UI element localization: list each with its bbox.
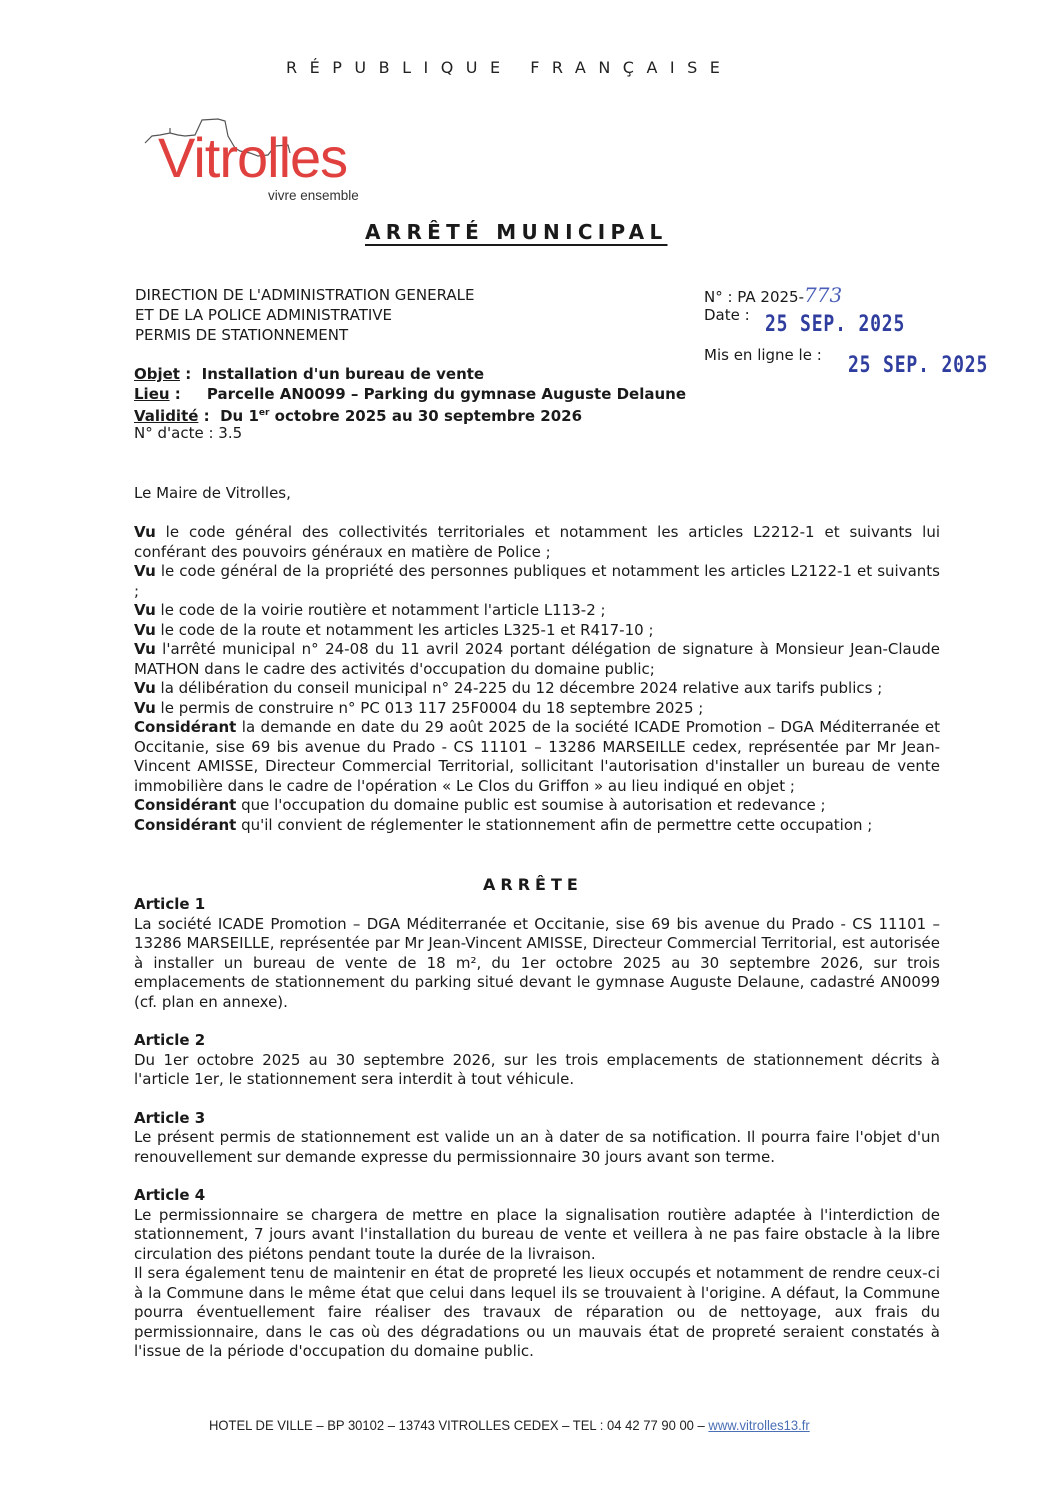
acte-number: N° d'acte : 3.5 — [134, 424, 243, 442]
online-stamp: 25 SEP. 2025 — [848, 353, 989, 378]
opening-line: Le Maire de Vitrolles, — [134, 484, 291, 502]
preamble-item — [134, 816, 940, 836]
lieu-value: Parcelle AN0099 – Parking du gymnase Auguste Delaune — [206, 385, 687, 403]
preamble-text: le code général des collectivités territoriales et notamment les articles L2212-1 et suivants lui conférant des pouvoirs généraux en matière de Police ; — [134, 523, 940, 561]
date-stamp: 25 SEP. 2025 — [765, 312, 906, 337]
articles — [134, 895, 940, 1362]
preamble-items — [134, 523, 940, 835]
footer-address: HOTEL DE VILLE – BP 30102 – 13743 VITROLLES CEDEX – TEL : 04 42 77 90 00 – — [209, 1417, 709, 1433]
vitrolles-logo — [140, 108, 410, 208]
objet-value: Installation d'un bureau de vente — [201, 365, 485, 383]
preamble-text: la demande en date du 29 août 2025 de la société ICADE Promotion – DGA Méditerranée et Occitanie, sise 69 bis avenue du Prado - CS 11101 – 13286 MARSEILLE cedex, représentée par Mr Jean-Vincent AMISSE, Directeur Commercial Territorial, sollicitant l'autorisation d'installer un bureau de vente immobilière dans le cadre de l'opération « Le Clos du Griffon » au lieu indiqué en objet ; — [134, 718, 940, 795]
article — [134, 1031, 940, 1090]
article-paragraph: Le présent permis de stationnement est valide un an à dater de sa notification. Il pourra faire l'objet d'un renouvellement sur demande expresse du permissionnaire 30 jours avant son terme. — [134, 1128, 940, 1166]
preamble-item — [134, 523, 940, 562]
act-number-label: N° : PA 2025- — [704, 288, 805, 306]
service-block — [135, 285, 475, 345]
preamble-keyword: Vu — [134, 523, 156, 541]
article-title: Article 1 — [134, 895, 206, 913]
article-paragraph: Il sera également tenu de maintenir en état de propreté les lieux occupés et notamment de rendre ceux-ci à la Commune dans le même état que celui dans lequel ils se trouvaient à l'origine. A défaut, la Commune pourra éventuellement faire réaliser des travaux de réparation ou de nettoyage, aux frais du permissionnaire, dans le cas où des dégradations ou un mauvais état de propreté seraient constatés à l'issue de la période d'occupation du domaine public. — [134, 1264, 940, 1360]
service-line: ET DE LA POLICE ADMINISTRATIVE — [135, 306, 393, 324]
article — [134, 1109, 940, 1168]
objet-row: Objet : Installation d'un bureau de vente — [134, 365, 485, 383]
preamble-item — [134, 796, 940, 816]
article-title: Article 4 — [134, 1186, 206, 1204]
date-label: Date : — [704, 306, 750, 324]
republique-francaise-header: RÉPUBLIQUE FRANÇAISE — [286, 58, 733, 77]
preamble-item — [134, 562, 940, 601]
article — [134, 1186, 940, 1362]
logo-tagline: vivre ensemble — [268, 188, 359, 203]
preamble-item — [134, 621, 940, 641]
preamble-item — [134, 679, 940, 699]
preamble-text: le code général de la propriété des personnes publiques et notamment les articles L2122-1 et suivants ; — [134, 562, 940, 600]
preamble-keyword: Vu — [134, 620, 156, 639]
preamble-item — [134, 699, 940, 719]
article-title: Article 3 — [134, 1108, 206, 1127]
preamble-item — [134, 601, 940, 621]
footer — [209, 1417, 810, 1433]
preamble-text: qu'il convient de réglementer le stationnement afin de permettre cette occupation ; — [236, 815, 873, 834]
preamble-text: le permis de construire n° PC 013 117 25F0004 du 18 septembre 2025 ; — [155, 698, 704, 717]
online-label: Mis en ligne le : — [704, 346, 822, 364]
objet-label: Objet — [134, 365, 180, 383]
article-title: Article 2 — [134, 1031, 206, 1049]
article — [134, 895, 940, 1012]
preamble-text: le code de la route et notamment les articles L325-1 et R417-10 ; — [155, 620, 654, 639]
preamble-text: que l'occupation du domaine public est soumise à autorisation et redevance ; — [236, 796, 826, 814]
preamble-keyword: Considérant — [134, 718, 237, 736]
preamble-text: le code de la voirie routière et notamment l'article L113-2 ; — [155, 601, 606, 619]
article-paragraph: Le permissionnaire se chargera de mettre en place la signalisation routière adaptée à l'interdiction de stationnement, 7 jours avant l'installation du bureau de vente et veillera à ne pas faire obstacle à la libre circulation des piétons pendant toute la durée de la livraison. — [134, 1205, 940, 1263]
arrete-heading: ARRÊTE — [483, 875, 583, 894]
preamble-keyword: Vu — [134, 640, 156, 658]
service-line: DIRECTION DE L'ADMINISTRATION GENERALE — [135, 286, 475, 304]
validite-row: Validité : Du 1er octobre 2025 au 30 septembre 2026 — [134, 407, 583, 425]
preamble-item — [134, 718, 940, 796]
preamble — [134, 484, 940, 835]
service-line: PERMIS DE STATIONNEMENT — [135, 326, 349, 344]
validite-label: Validité — [134, 407, 199, 425]
preamble-text: la délibération du conseil municipal n° 24-225 du 12 décembre 2024 relative aux tarifs publics ; — [155, 679, 883, 697]
article-paragraph: Du 1er octobre 2025 au 30 septembre 2026, sur les trois emplacements de stationnement décrits à l'article 1er, le stationnement sera interdit à tout véhicule. — [134, 1050, 940, 1088]
preamble-keyword: Vu — [134, 601, 156, 619]
lieu-label: Lieu — [134, 385, 170, 403]
lieu-row: Lieu : Parcelle AN0099 – Parking du gymnase Auguste Delaune — [134, 385, 687, 403]
preamble-keyword: Vu — [134, 679, 156, 697]
document-title: ARRÊTÉ MUNICIPAL — [365, 220, 668, 244]
preamble-keyword: Considérant — [134, 815, 237, 834]
preamble-keyword: Vu — [134, 698, 156, 717]
preamble-keyword: Considérant — [134, 796, 237, 814]
logo-wordmark: Vitrolles — [158, 126, 348, 189]
act-number-handwritten: 773 — [804, 283, 843, 307]
preamble-item — [134, 640, 940, 679]
preamble-keyword: Vu — [134, 562, 156, 580]
preamble-text: l'arrêté municipal n° 24-08 du 11 avril 2024 portant délégation de signature à Monsieur Jean-Claude MATHON dans le cadre des activités d'occupation du domaine public; — [134, 640, 940, 678]
website-link[interactable]: www.vitrolles13.fr — [708, 1417, 810, 1433]
validite-value: Du 1er octobre 2025 au 30 septembre 2026 — [220, 407, 583, 425]
article-paragraph: La société ICADE Promotion – DGA Méditerranée et Occitanie, sise 69 bis avenue du Prado - CS 11101 – 13286 MARSEILLE, représentée par Mr Jean-Vincent AMISSE, Directeur Commercial Territorial, est autorisée à installer un bureau de vente de 18 m², du 1er octobre 2025 au 30 septembre 2026, sur trois emplacements de stationnement du parking situé devant le gymnase Auguste Delaune, cadastré AN0099 (cf. plan en annexe). — [134, 914, 940, 1011]
act-number — [704, 285, 842, 307]
